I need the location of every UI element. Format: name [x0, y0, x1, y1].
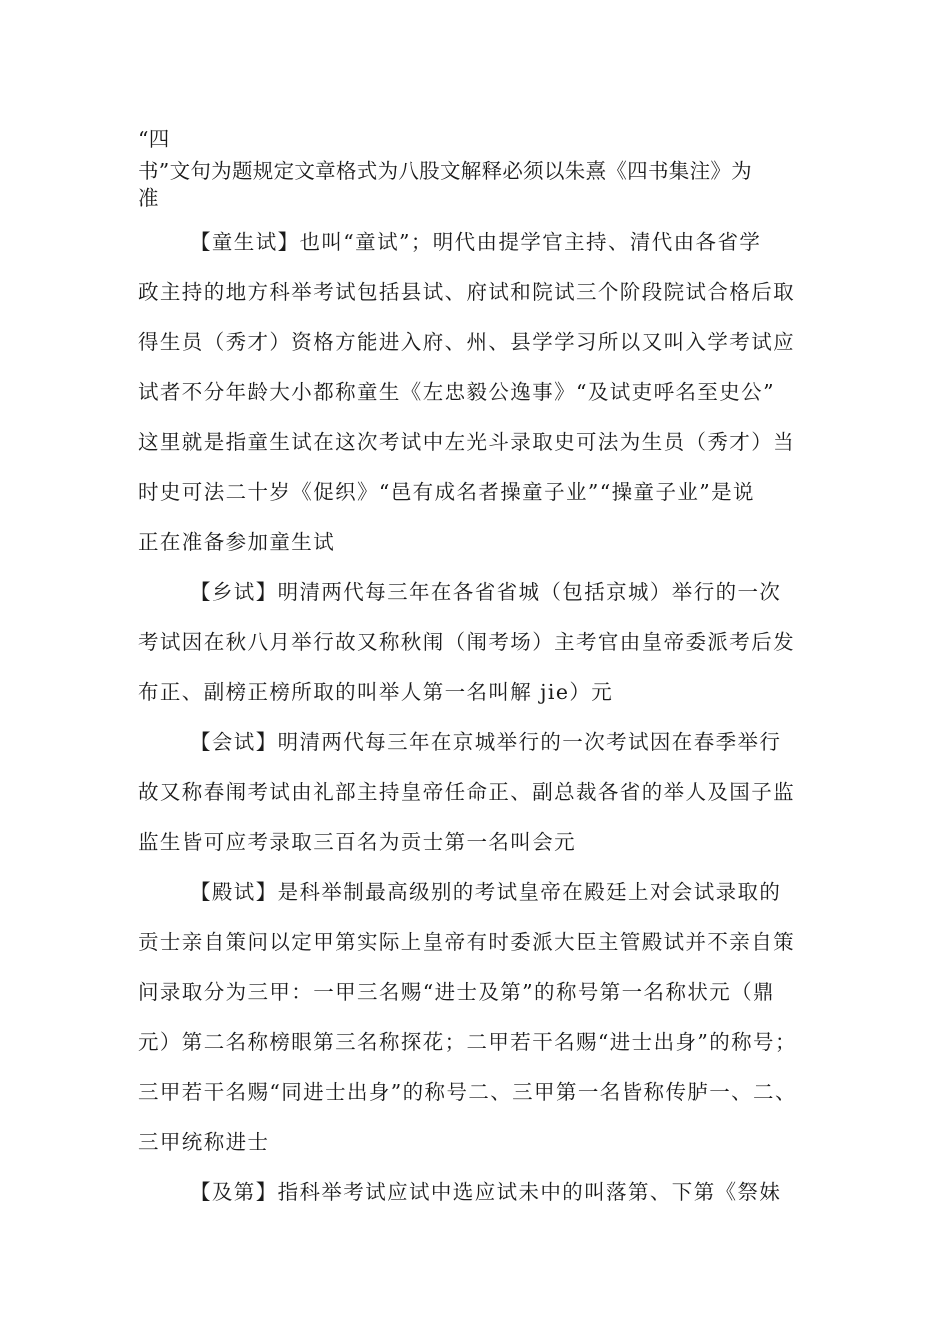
paragraph-line: 时史可法二十岁《促织》“邑有成名者操童子业”“操童子业”是说	[138, 480, 755, 504]
paragraph-line: 问录取分为三甲：一甲三名赐“进士及第”的称号第一名称状元（鼎	[138, 980, 775, 1004]
paragraph-line: 得生员（秀才）资格方能进入府、州、县学学习所以又叫入学考试应	[138, 330, 795, 354]
paragraph-line: 贡士亲自策问以定甲第实际上皇帝有时委派大臣主管殿试并不亲自策	[138, 930, 795, 954]
tongshengshi-heading-line: 【童生试】也叫“童试”；明代由提学官主持、清代由各省学	[190, 230, 762, 254]
huishi-heading-line: 【会试】明清两代每三年在京城举行的一次考试因在春季举行	[190, 730, 782, 754]
paragraph-line: 三甲统称进士	[138, 1130, 270, 1154]
paragraph-line: 这里就是指童生试在这次考试中左光斗录取史可法为生员（秀才）当	[138, 430, 795, 454]
paragraph-line: 正在准备参加童生试	[138, 530, 336, 554]
xiangshi-heading-line: 【乡试】明清两代每三年在各省省城（包括京城）举行的一次	[190, 580, 782, 604]
fragment-line-2: 书”文句为题规定文章格式为八股文解释必须以朱熹《四书集注》为	[138, 159, 752, 183]
paragraph-line: 监生皆可应考录取三百名为贡士第一名叫会元	[138, 830, 576, 854]
paragraph-line: 故又称春闱考试由礼部主持皇帝任命正、副总裁各省的举人及国子监	[138, 780, 795, 804]
fragment-line-1: “四	[138, 127, 170, 151]
paragraph-line: 试者不分年龄大小都称童生《左忠毅公逸事》“及试吏呼名至史公”	[138, 380, 775, 404]
dianshi-heading-line: 【殿试】是科举制最高级别的考试皇帝在殿廷上对会试录取的	[190, 880, 782, 904]
fragment-line-3: 准	[138, 186, 159, 210]
paragraph-line: 布正、副榜正榜所取的叫举人第一名叫解 jie）元	[138, 680, 614, 704]
paragraph-line: 元）第二名称榜眼第三名称探花；二甲若干名赐“进士出身”的称号；	[138, 1030, 797, 1054]
paragraph-line: 三甲若干名赐“同进士出身”的称号二、三甲第一名皆称传胪一、二、	[138, 1080, 797, 1104]
paragraph-line: 考试因在秋八月举行故又称秋闱（闱考场）主考官由皇帝委派考后发	[138, 630, 795, 654]
jidi-heading-line: 【及第】指科举考试应试中选应试未中的叫落第、下第《祭妹	[190, 1180, 782, 1204]
paragraph-line: 政主持的地方科举考试包括县试、府试和院试三个阶段院试合格后取	[138, 280, 795, 304]
